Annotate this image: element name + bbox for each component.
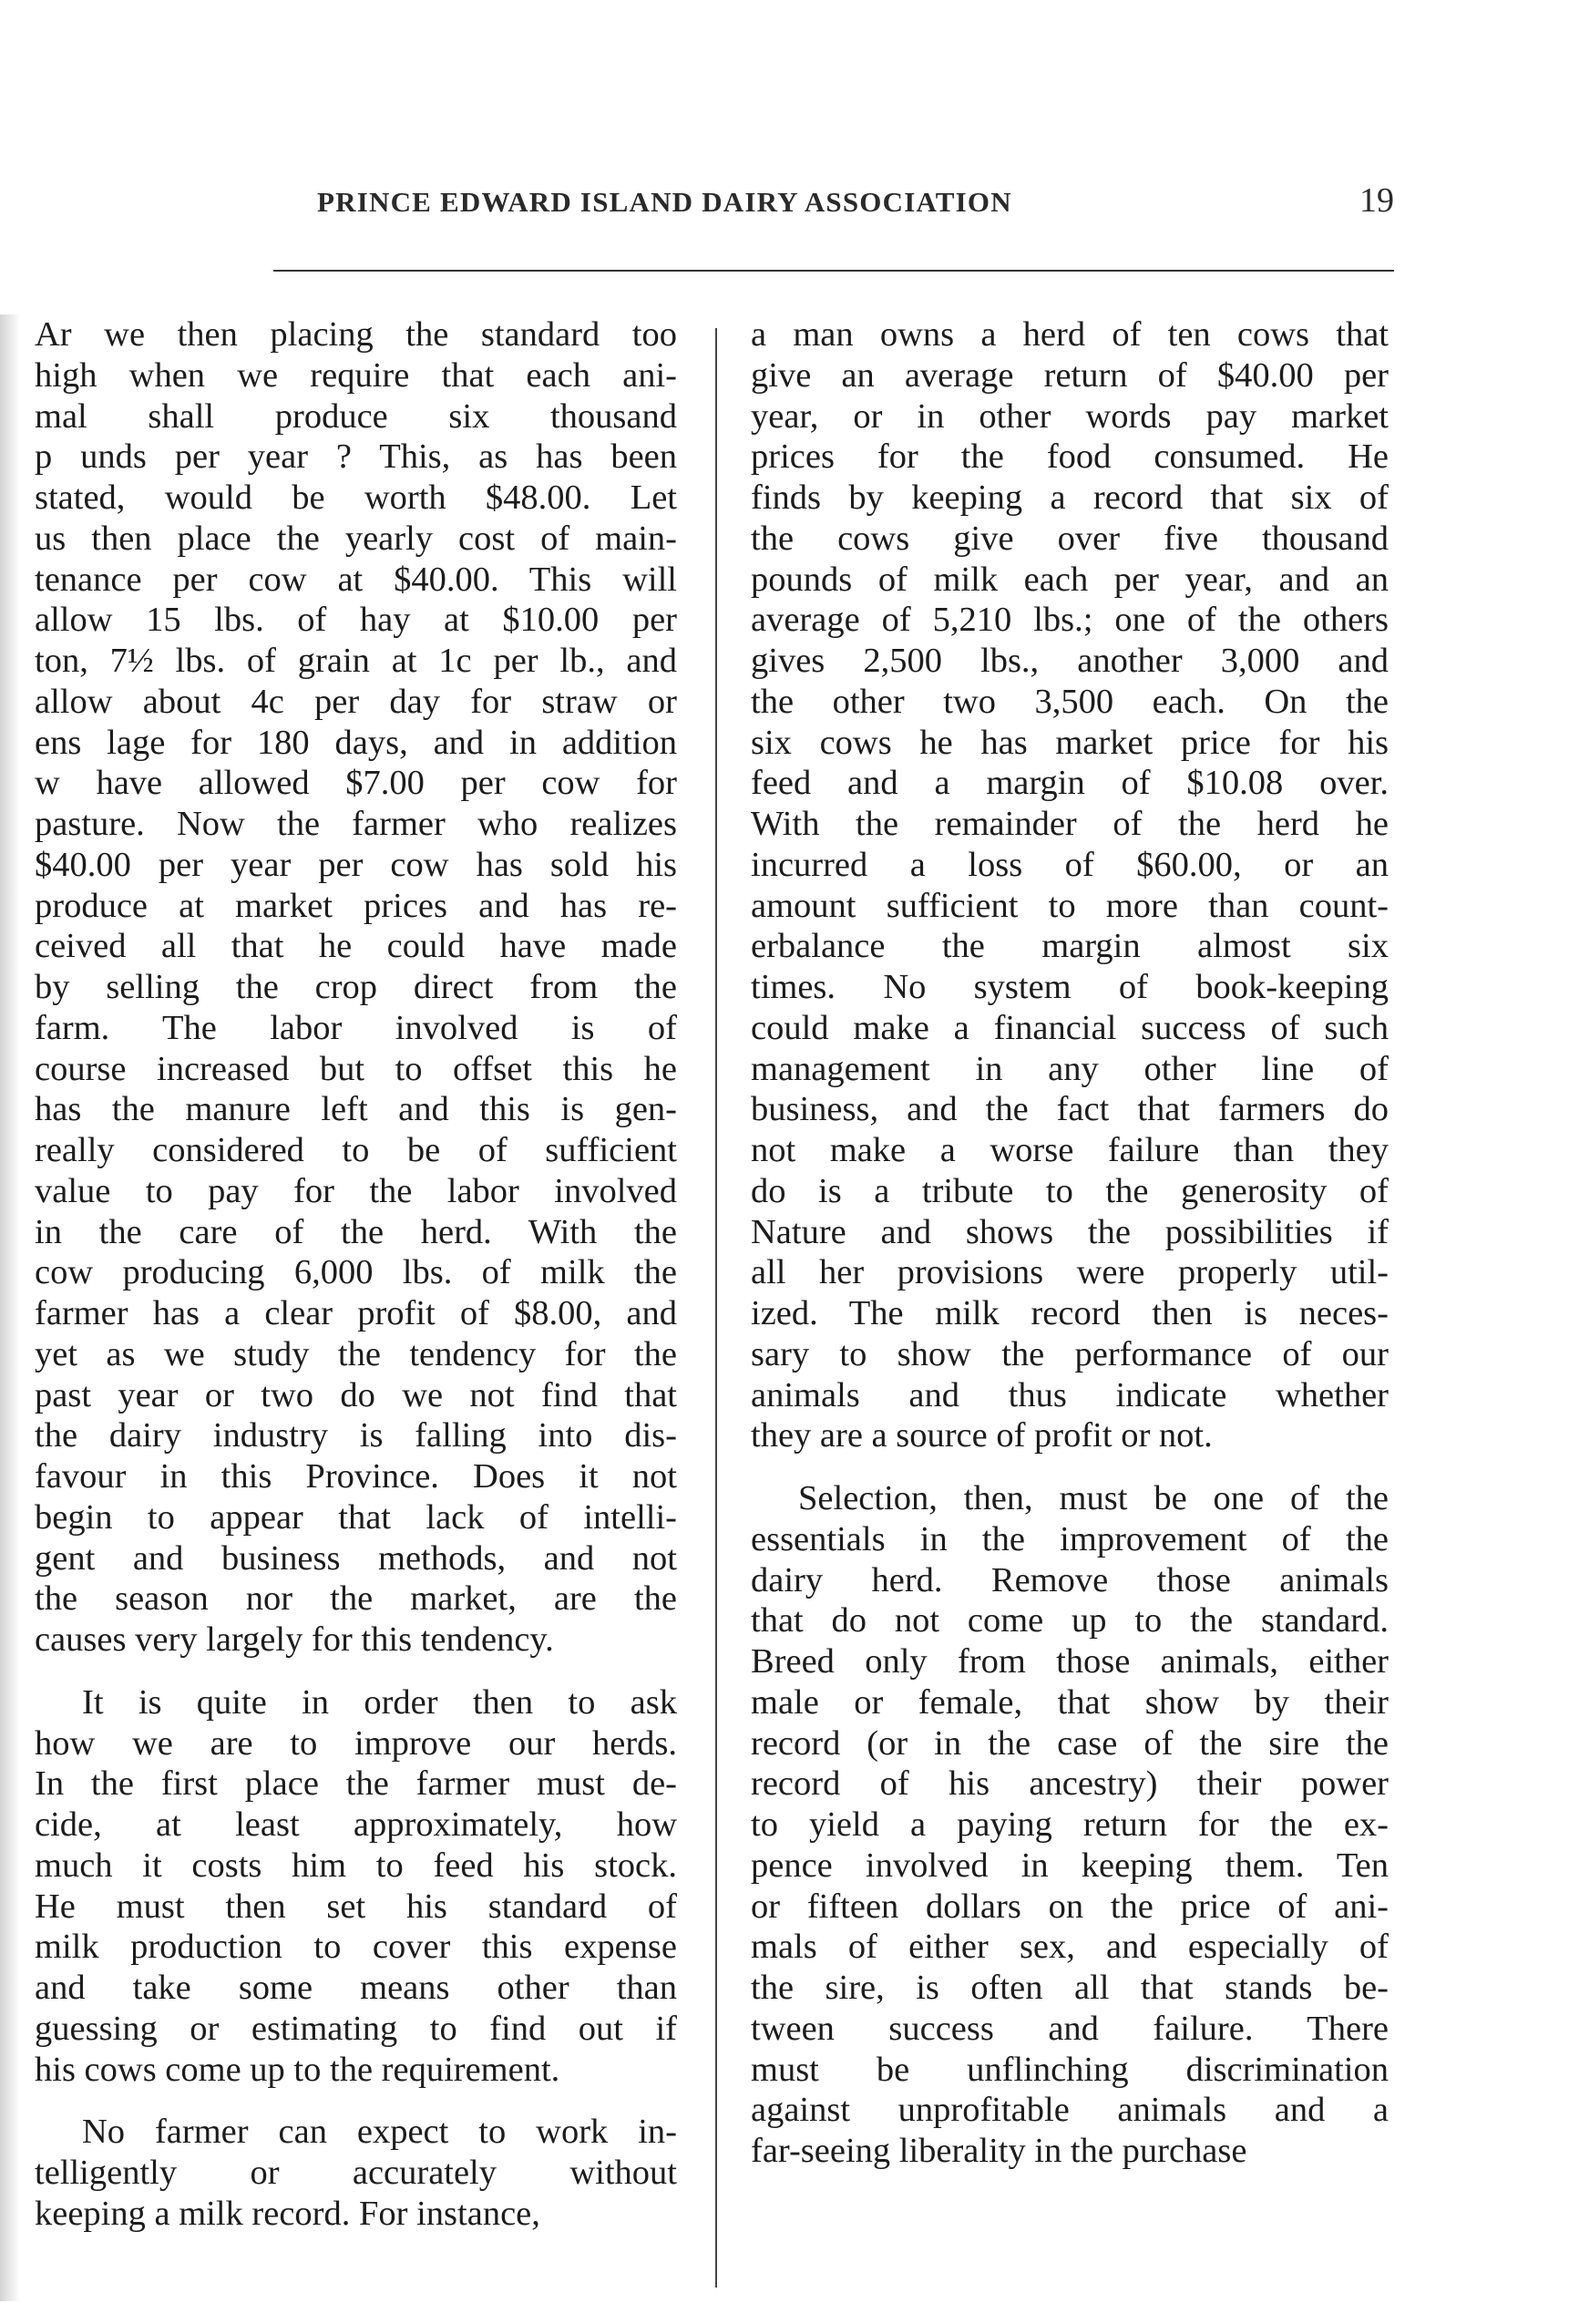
text-line: sary to show the performance of our (751, 1334, 1389, 1373)
column-divider (715, 328, 717, 2288)
text-line: cow producing 6,000 lbs. of milk the (35, 1253, 677, 1292)
text-line: much it costs him to feed his stock. (35, 1846, 677, 1885)
text-line: essentials in the improvement of the (751, 1519, 1389, 1558)
text-line: keeping a milk record. For instance, (35, 2194, 540, 2233)
text-line: that do not come up to the standard. (751, 1601, 1389, 1640)
text-line: It is quite in order then to ask (82, 1682, 677, 1722)
text-line: ceived all that he could have made (35, 927, 677, 966)
text-line: yet as we study the tendency for the (35, 1334, 677, 1373)
text-line: record of his ancestry) their power (751, 1764, 1389, 1804)
text-line: how we are to improve our herds. (35, 1723, 677, 1763)
text-line: $40.00 per year per cow has sold his (35, 845, 677, 884)
text-line: pasture. Now the farmer who realizes (35, 805, 677, 843)
text-line: pounds of milk each per year, and an (751, 560, 1389, 599)
text-line: prices for the food consumed. He (751, 437, 1389, 477)
text-line: causes very largely for this tendency. (35, 1620, 554, 1659)
text-line: animals and thus indicate whether (751, 1375, 1389, 1414)
text-line: to yield a paying return for the ex- (751, 1805, 1389, 1844)
text-line: could make a financial success of such (751, 1008, 1389, 1047)
text-line: telligently or accurately without (35, 2154, 677, 2192)
paragraph (751, 314, 1389, 1456)
text-line: management in any other line of (751, 1049, 1389, 1088)
text-line: against unprofitable animals and a (751, 2091, 1389, 2130)
text-line: they are a source of profit or not. (751, 1416, 1213, 1455)
text-line: tenance per cow at $40.00. This will (35, 560, 677, 599)
text-line: must be unflinching discrimination (751, 2050, 1389, 2089)
running-head (0, 179, 1569, 233)
paragraph-gap (751, 1456, 1389, 1478)
text-line: tween success and failure. There (751, 2009, 1389, 2048)
text-line: give an average return of $40.00 per (751, 355, 1389, 395)
text-line: In the first place the farmer must de- (35, 1764, 677, 1804)
text-line: far-seeing liberality in the purchase (751, 2132, 1247, 2170)
page-number: 19 (1359, 181, 1394, 220)
text-line: not make a worse failure than they (751, 1131, 1389, 1169)
text-line: the dairy industry is falling into dis- (35, 1416, 677, 1455)
text-line: mal shall produce six thousand (35, 396, 677, 436)
text-line: gives 2,500 lbs., another 3,000 and (751, 642, 1389, 680)
text-line: us then place the yearly cost of main- (35, 519, 677, 558)
text-line: Nature and shows the possibilities if (751, 1212, 1389, 1251)
text-line: the cows give over five thousand (751, 519, 1389, 558)
text-line: guessing or estimating to find out if (35, 2009, 677, 2048)
text-line: Breed only from those animals, either (751, 1642, 1389, 1681)
text-line: cide, at least approximately, how (35, 1805, 677, 1844)
text-line: or fifteen dollars on the price of ani- (751, 1887, 1389, 1926)
text-line: male or female, that show by their (751, 1682, 1389, 1722)
right-column (751, 314, 1389, 2172)
text-line: mals of either sex, and especially of (751, 1928, 1389, 1967)
text-line: by selling the crop direct from the (35, 968, 677, 1006)
text-line: No farmer can expect to work in- (82, 2113, 677, 2152)
paragraph (751, 1478, 1389, 2172)
text-line: allow about 4c per day for straw or (35, 682, 677, 721)
text-line: ized. The milk record then is neces- (751, 1294, 1389, 1332)
binding-shadow (0, 314, 20, 2301)
text-line: past year or two do we not find that (35, 1375, 677, 1414)
text-line: the season nor the market, are the (35, 1579, 677, 1619)
text-line: erbalance the margin almost six (751, 927, 1389, 966)
text-line: course increased but to offset this he (35, 1049, 677, 1088)
text-line: favour in this Province. Does it not (35, 1457, 677, 1496)
paragraph (35, 314, 677, 1661)
text-line: a man owns a herd of ten cows that (751, 315, 1389, 354)
text-line: incurred a loss of $60.00, or an (751, 845, 1389, 884)
text-line: business, and the fact that farmers do (751, 1090, 1389, 1129)
text-line: produce at market prices and has re- (35, 886, 677, 925)
paragraph-gap (35, 2090, 677, 2112)
text-line: six cows he has market price for his (751, 723, 1389, 762)
text-line: amount sufficient to more than count- (751, 886, 1389, 925)
left-column (35, 314, 677, 2235)
text-line: in the care of the herd. With the (35, 1212, 677, 1251)
text-line: farmer has a clear profit of $8.00, and (35, 1294, 677, 1332)
text-line: his cows come up to the requirement. (35, 2050, 560, 2089)
text-line: gent and business methods, and not (35, 1538, 677, 1578)
text-line: With the remainder of the herd he (751, 805, 1389, 843)
text-line: p unds per year ? This, as has been (35, 437, 677, 477)
text-line: dairy herd. Remove those animals (751, 1560, 1389, 1599)
text-line: times. No system of book-keeping (751, 968, 1389, 1006)
text-line: He must then set his standard of (35, 1887, 677, 1926)
text-line: feed and a margin of $10.08 over. (751, 764, 1389, 803)
text-line: year, or in other words pay market (751, 396, 1389, 436)
text-line: do is a tribute to the generosity of (751, 1171, 1389, 1210)
text-line: farm. The labor involved is of (35, 1008, 677, 1047)
text-line: and take some means other than (35, 1969, 677, 2007)
text-line: high when we require that each ani- (35, 355, 677, 395)
text-line: average of 5,210 lbs.; one of the others (751, 601, 1389, 640)
paragraph-gap (35, 1661, 677, 1682)
text-line: ens lage for 180 days, and in addition (35, 723, 677, 762)
text-line: w have allowed $7.00 per cow for (35, 764, 677, 803)
running-title: PRINCE EDWARD ISLAND DAIRY ASSOCIATION (317, 186, 1012, 218)
paragraph (35, 1682, 677, 2091)
text-line: begin to appear that lack of intelli- (35, 1497, 677, 1537)
text-line: Ar we then placing the standard too (35, 315, 677, 354)
text-line: ton, 7½ lbs. of grain at 1c per lb., and (35, 642, 677, 680)
text-line: really considered to be of sufficient (35, 1131, 677, 1169)
text-line: record (or in the case of the sire the (751, 1723, 1389, 1763)
text-line: value to pay for the labor involved (35, 1171, 677, 1210)
header-rule (273, 270, 1394, 272)
text-line: all her provisions were properly util- (751, 1253, 1389, 1292)
text-line: stated, would be worth $48.00. Let (35, 478, 677, 517)
paragraph (35, 2112, 677, 2234)
text-line: allow 15 lbs. of hay at $10.00 per (35, 601, 677, 640)
text-line: Selection, then, must be one of the (798, 1479, 1389, 1517)
text-line: finds by keeping a record that six of (751, 478, 1389, 517)
text-line: the sire, is often all that stands be- (751, 1969, 1389, 2007)
text-line: pence involved in keeping them. Ten (751, 1846, 1389, 1885)
text-line: has the manure left and this is gen- (35, 1090, 677, 1129)
text-line: the other two 3,500 each. On the (751, 682, 1389, 721)
text-line: milk production to cover this expense (35, 1928, 677, 1967)
